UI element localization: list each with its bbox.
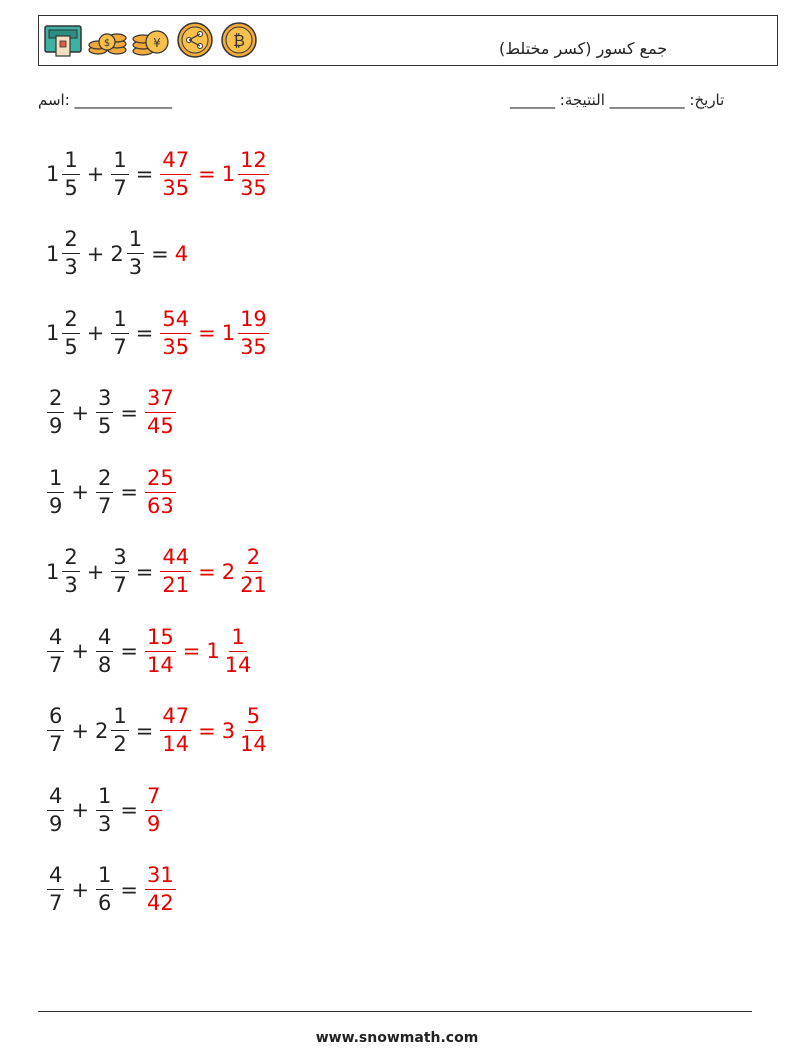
fraction: [145, 865, 176, 914]
numerator: 1: [111, 150, 128, 175]
fraction: [47, 706, 64, 755]
numerator: 2: [62, 309, 79, 334]
denominator: 9: [146, 811, 161, 836]
fraction: [96, 624, 113, 677]
fraction: [145, 465, 176, 518]
footer-divider: [38, 1011, 752, 1012]
fraction: [238, 306, 269, 359]
numerator: 1: [96, 786, 113, 811]
denominator: 63: [146, 493, 174, 518]
numerator: 4: [96, 627, 113, 652]
equals-sign: =: [198, 559, 216, 584]
numerator: 1: [229, 627, 246, 652]
fraction: [127, 229, 144, 278]
answer: [144, 865, 177, 914]
fraction: [238, 706, 269, 755]
numerator: 6: [47, 706, 64, 731]
denominator: 8: [97, 652, 112, 677]
answer: [144, 388, 177, 437]
svg-text:¥: ¥: [153, 36, 161, 50]
answer: [144, 624, 254, 677]
answer: [144, 783, 163, 836]
denominator: 9: [49, 811, 63, 836]
whole-number: 2: [94, 718, 109, 743]
fraction: [96, 465, 113, 518]
answer: [175, 242, 188, 266]
denominator: 9: [49, 493, 63, 518]
whole-number: 3: [221, 718, 236, 743]
plus-sign: +: [71, 400, 89, 425]
equals-sign: =: [198, 162, 216, 186]
fraction: [160, 306, 191, 359]
problem-row: [46, 385, 177, 441]
numerator: 2: [47, 388, 64, 413]
coin-stack-yen-icon: [131, 20, 171, 60]
numerator: 1: [62, 150, 79, 175]
plus-sign: +: [71, 877, 89, 902]
bitcoin-coin-icon: [219, 20, 259, 60]
denominator: 9: [49, 414, 63, 438]
numerator: 2: [245, 547, 262, 572]
fraction: [62, 229, 79, 278]
plus-sign: +: [71, 639, 89, 663]
denominator: 35: [162, 334, 190, 359]
fraction: [111, 306, 128, 359]
atm-icon: [43, 20, 83, 60]
numerator: 7: [145, 786, 162, 811]
numerator: 5: [245, 706, 262, 731]
denominator: 3: [128, 255, 143, 279]
whole-number: 1: [221, 162, 236, 186]
numerator: 37: [145, 388, 176, 413]
equals-sign: =: [120, 639, 138, 663]
problem-row: [46, 782, 163, 838]
equals-sign: =: [198, 718, 216, 743]
fraction: [145, 388, 176, 437]
share-coin-icon: [175, 20, 215, 60]
header-icons: [43, 20, 259, 60]
fraction: [223, 624, 254, 677]
denominator: 42: [146, 891, 174, 915]
numerator: 4: [47, 786, 64, 811]
denominator: 7: [97, 493, 112, 518]
numerator: 1: [127, 229, 144, 254]
fraction: [47, 783, 64, 836]
svg-text:₿: ₿: [233, 31, 245, 50]
equals-sign: =: [120, 400, 138, 425]
fraction: [47, 624, 64, 677]
problem-row: [46, 703, 270, 759]
denominator: 2: [113, 732, 127, 756]
fraction: [160, 147, 191, 200]
problem-row: [46, 305, 270, 361]
answer: [159, 547, 269, 596]
whole-number: 1: [46, 559, 60, 584]
numerator: 1: [111, 706, 128, 731]
numerator: 3: [96, 388, 113, 413]
plus-sign: +: [71, 798, 89, 822]
problem-row: [46, 464, 177, 520]
denominator: 7: [113, 334, 127, 359]
numerator: 47: [160, 706, 191, 731]
problem-row: [46, 623, 254, 679]
equals-sign: =: [120, 480, 138, 504]
fraction: [160, 706, 191, 755]
numerator: 4: [47, 627, 64, 652]
denominator: 35: [162, 175, 190, 200]
denominator: 5: [64, 175, 78, 200]
plus-sign: +: [71, 480, 89, 504]
whole-number: 1: [46, 321, 60, 345]
answer: [159, 706, 269, 755]
numerator: 19: [238, 309, 269, 334]
numerator: 2: [96, 468, 113, 493]
denominator: 3: [64, 255, 78, 279]
problem-row: [46, 226, 188, 282]
problem-row: [46, 544, 270, 600]
fraction: [62, 147, 79, 200]
denominator: 14: [162, 732, 190, 756]
worksheet-title: جمع كسور (كسر مختلط): [499, 39, 668, 58]
equals-sign: =: [182, 639, 201, 663]
answer: [159, 147, 269, 200]
denominator: 14: [146, 652, 174, 677]
numerator: 31: [145, 865, 176, 890]
fraction: [47, 865, 64, 914]
fraction: [96, 783, 113, 836]
numerator: 47: [160, 150, 191, 175]
denominator: 7: [113, 573, 127, 597]
coin-stack-dollar-icon: [87, 20, 127, 60]
denominator: 14: [224, 652, 252, 677]
plus-sign: +: [71, 718, 89, 743]
numerator: 1: [111, 309, 128, 334]
denominator: 3: [64, 573, 78, 597]
whole-number: 1: [46, 241, 60, 266]
denominator: 35: [240, 175, 267, 200]
whole-number: 1: [221, 321, 236, 345]
fraction: [111, 147, 128, 200]
footer-site: www.snowmath.com: [315, 1030, 479, 1046]
answer: [159, 306, 269, 359]
answer: [144, 465, 177, 518]
plus-sign: +: [86, 162, 105, 186]
plus-sign: +: [86, 321, 105, 345]
fraction: [238, 147, 269, 200]
problem-row: [46, 862, 177, 918]
fraction: [111, 547, 128, 596]
plus-sign: +: [86, 559, 105, 584]
fraction: [62, 547, 79, 596]
whole-number: 1: [46, 162, 60, 186]
whole-number: 2: [110, 241, 124, 266]
fraction: [145, 783, 162, 836]
denominator: 14: [240, 732, 267, 756]
numerator: 2: [62, 229, 79, 254]
denominator: 7: [49, 652, 63, 677]
numerator: 1: [96, 865, 113, 890]
fraction: [62, 306, 79, 359]
equals-sign: =: [135, 718, 154, 743]
fraction: [111, 706, 128, 755]
equals-sign: =: [120, 798, 138, 822]
denominator: 6: [97, 891, 112, 915]
numerator: 44: [160, 547, 191, 572]
numerator: 54: [160, 309, 191, 334]
worksheet-header: [38, 15, 778, 66]
fraction: [145, 624, 176, 677]
fraction: [47, 465, 64, 518]
denominator: 3: [97, 811, 112, 836]
fraction: [238, 547, 269, 596]
denominator: 45: [146, 414, 174, 438]
fraction: [160, 547, 191, 596]
denominator: 7: [49, 891, 63, 915]
problem-row: [46, 146, 270, 202]
denominator: 5: [97, 414, 112, 438]
equals-sign: =: [120, 877, 138, 902]
denominator: 21: [162, 573, 190, 597]
whole-number: 1: [206, 639, 220, 663]
whole-answer: 4: [174, 241, 189, 266]
equals-sign: =: [198, 321, 216, 345]
plus-sign: +: [86, 241, 105, 266]
denominator: 35: [240, 334, 267, 359]
fraction: [47, 388, 64, 437]
equals-sign: =: [151, 241, 169, 266]
fraction: [96, 388, 113, 437]
numerator: 15: [145, 627, 176, 652]
equals-sign: =: [135, 559, 154, 584]
denominator: 7: [49, 732, 63, 756]
whole-number: 2: [221, 559, 236, 584]
denominator: 21: [240, 573, 267, 597]
denominator: 7: [113, 175, 127, 200]
equals-sign: =: [135, 162, 154, 186]
numerator: 1: [47, 468, 64, 493]
equals-sign: =: [135, 321, 154, 345]
numerator: 2: [62, 547, 79, 572]
denominator: 5: [64, 334, 78, 359]
numerator: 4: [47, 865, 64, 890]
numerator: 25: [145, 468, 176, 493]
numerator: 12: [238, 150, 269, 175]
score-date-field: ______ :تاريخ: __________ النتيجة: [510, 91, 725, 109]
name-field: اسم: _____________: [38, 91, 173, 109]
svg-text:$: $: [103, 38, 111, 49]
numerator: 3: [111, 547, 128, 572]
fraction: [96, 865, 113, 914]
